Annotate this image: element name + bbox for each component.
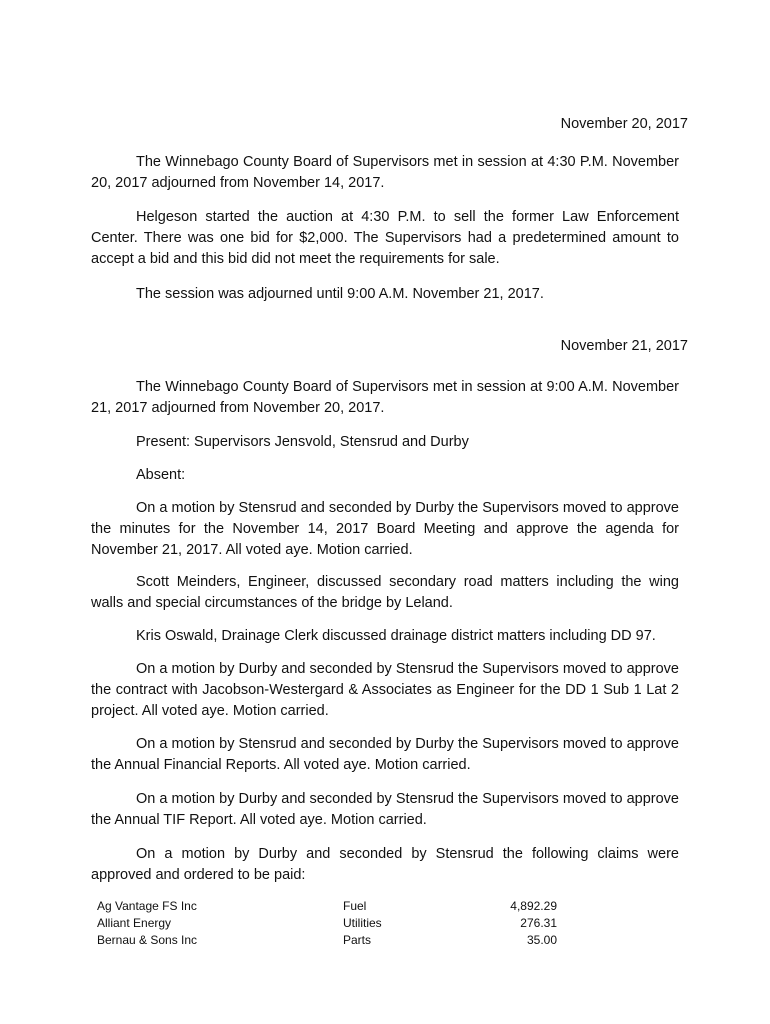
claim-vendor: Alliant Energy bbox=[97, 916, 172, 930]
table-row bbox=[97, 932, 557, 949]
paragraph-motion-financial: On a motion by Stensrud and seconded by Durby the Supervisors moved to approve the Annual Financial Reports. All voted aye. Motion carried. bbox=[91, 736, 679, 773]
paragraph-drainage: Kris Oswald, Drainage Clerk discussed drainage district matters including DD 97. bbox=[136, 628, 656, 644]
paragraph-auction: Helgeson started the auction at 4:30 P.M. to sell the former Law Enforcement Center. There was one bid for $2,000. The Supervisors had a predetermined amount to accept a bid and this bid did not meet the requirements for sale. bbox=[91, 209, 679, 267]
claim-description: Fuel bbox=[343, 899, 367, 913]
claim-description: Parts bbox=[343, 933, 372, 947]
paragraph-adjourned: The session was adjourned until 9:00 A.M. November 21, 2017. bbox=[136, 286, 544, 302]
claim-amount: 35.00 bbox=[526, 933, 557, 947]
table-row bbox=[97, 915, 557, 932]
claim-vendor: Ag Vantage FS Inc bbox=[97, 899, 197, 913]
claim-description: Utilities bbox=[343, 916, 382, 930]
paragraph-motion-claims: On a motion by Durby and seconded by Stensrud the following claims were approved and ordered to be paid: bbox=[91, 846, 679, 883]
paragraph-motion-tif: On a motion by Durby and seconded by Stensrud the Supervisors moved to approve the Annual TIF Report. All voted aye. Motion carried. bbox=[91, 791, 679, 828]
paragraph-present: Present: Supervisors Jensvold, Stensrud and Durby bbox=[136, 434, 469, 450]
paragraph-absent: Absent: bbox=[136, 467, 186, 483]
claims-table bbox=[97, 898, 557, 949]
paragraph-session-opening-nov-21: The Winnebago County Board of Supervisors met in session at 9:00 A.M. November 21, 2017 adjourned from November 20, 2017. bbox=[91, 379, 679, 416]
paragraph-motion-contract: On a motion by Durby and seconded by Stensrud the Supervisors moved to approve the contract with Jacobson-Westergard & Associates as Engineer for the DD 1 Sub 1 Lat 2 project. All voted aye. Motion carried. bbox=[91, 661, 679, 719]
paragraph-motion-minutes: On a motion by Stensrud and seconded by Durby the Supervisors moved to approve the minutes for the November 14, 2017 Board Meeting and approve the agenda for November 21, 2017. All voted aye. Motion carried. bbox=[91, 500, 679, 558]
paragraph-engineer: Scott Meinders, Engineer, discussed secondary road matters including the wing walls and special circumstances of the bridge by Leland. bbox=[91, 574, 679, 611]
table-row bbox=[97, 898, 557, 915]
claim-vendor: Bernau & Sons Inc bbox=[97, 933, 198, 947]
claim-amount: 4,892.29 bbox=[510, 899, 557, 913]
meeting-date-nov-20: November 20, 2017 bbox=[560, 116, 688, 132]
paragraph-session-opening-nov-20: The Winnebago County Board of Supervisors met in session at 4:30 P.M. November 20, 2017 adjourned from November 14, 2017. bbox=[91, 154, 679, 191]
meeting-date-nov-21: November 21, 2017 bbox=[560, 338, 688, 354]
claim-amount: 276.31 bbox=[520, 916, 557, 930]
